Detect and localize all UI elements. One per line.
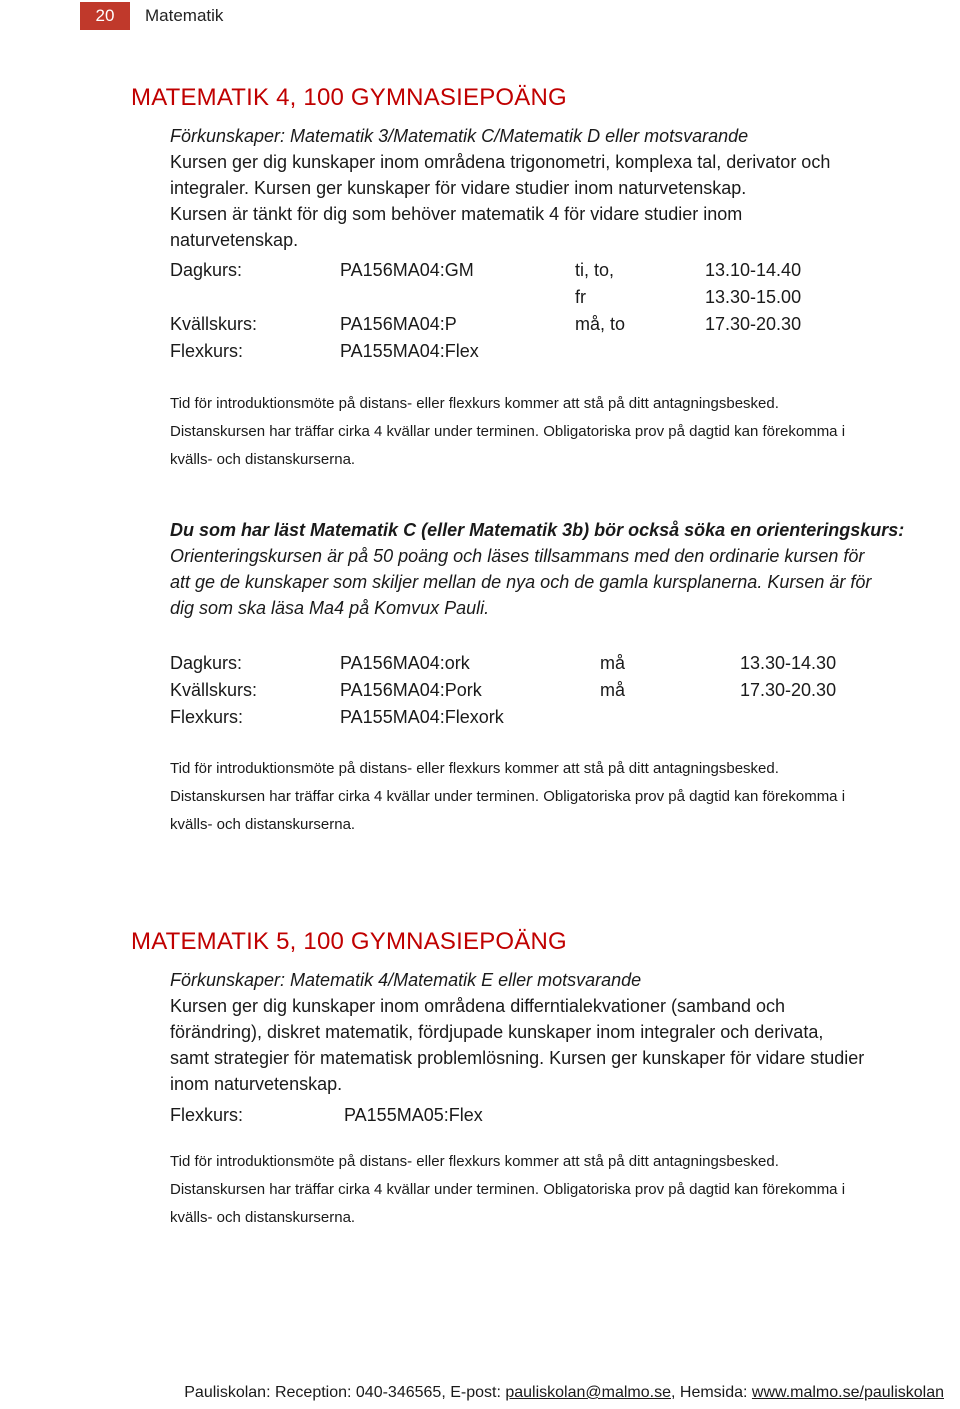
course-type: Dagkurs:: [170, 260, 243, 280]
ma5-note: [170, 1148, 845, 1232]
schedule-row: [170, 704, 910, 731]
course-code: PA156MA04:ork: [340, 653, 470, 673]
course-days: må: [600, 680, 626, 700]
note-line: Tid för introduktionsmöte på distans- eller flexkurs kommer att stå på ditt antagningsbesked.: [170, 760, 779, 777]
course-code: PA156MA04:P: [340, 314, 457, 334]
note-line: kvälls- och distanskurserna.: [170, 451, 356, 468]
ma4-line: Kursen är tänkt för dig som behöver matematik 4 för vidare studier inom: [170, 204, 743, 224]
note-line: Tid för introduktionsmöte på distans- eller flexkurs kommer att stå på ditt antagningsbesked.: [170, 395, 779, 412]
ma4-line: naturvetenskap.: [170, 230, 299, 250]
course-days: fr: [575, 287, 586, 307]
orientation-section: [170, 517, 904, 621]
ma4-description: [170, 123, 830, 253]
ma4-prerequisite: Förkunskaper: Matematik 3/Matematik C/Matematik D eller motsvarande: [170, 126, 749, 146]
page-header: [0, 0, 960, 32]
course-days: må, to: [575, 314, 626, 334]
course-type: Kvällskurs:: [170, 680, 258, 700]
footer-contact: Pauliskolan: Reception: 040-346565, E-post:: [184, 1384, 506, 1401]
course-time: 17.30-20.30: [705, 314, 802, 334]
course-days: må: [600, 653, 626, 673]
page-number: 20: [80, 2, 130, 30]
course-type: Flexkurs:: [170, 1105, 244, 1125]
orientation-note: [170, 755, 845, 839]
ma4-line: integraler. Kursen ger kunskaper för vidare studier inom naturvetenskap.: [170, 178, 747, 198]
email-link[interactable]: pauliskolan@malmo.se: [505, 1384, 671, 1401]
schedule-row: [170, 650, 910, 677]
ma5-description: [170, 967, 864, 1097]
orientation-line: att ge de kunskaper som skiljer mellan de nya och de gamla kursplanerna. Kursen är för: [170, 572, 872, 592]
schedule-row: [170, 284, 870, 311]
course-time: 17.30-20.30: [740, 680, 837, 700]
website-link[interactable]: www.malmo.se/pauliskolan: [751, 1384, 944, 1401]
course-code: PA155MA04:Flex: [340, 341, 479, 361]
orientation-line: dig som ska läsa Ma4 på Komvux Pauli.: [170, 598, 490, 618]
footer-separator: , Hemsida:: [671, 1384, 752, 1401]
section-title-ma4: MATEMATIK 4, 100 GYMNASIEPOÄNG: [131, 84, 567, 111]
schedule-row: [170, 257, 870, 284]
orientation-line: Orienteringskursen är på 50 poäng och läses tillsammans med den ordinarie kursen för: [170, 546, 865, 566]
orientation-schedule: [170, 650, 910, 731]
ma5-prerequisite: Förkunskaper: Matematik 4/Matematik E eller motsvarande: [170, 970, 642, 990]
schedule-row: [170, 677, 910, 704]
ma4-line: Kursen ger dig kunskaper inom områdena trigonometri, komplexa tal, derivator och: [170, 152, 831, 172]
note-line: Distanskursen har träffar cirka 4 kvällar under terminen. Obligatoriska prov på dagtid kan förekomma i: [170, 788, 846, 805]
schedule-row: [170, 311, 870, 338]
course-type: Kvällskurs:: [170, 314, 258, 334]
note-line: kvälls- och distanskurserna.: [170, 1209, 356, 1226]
page-footer: [0, 1384, 944, 1402]
course-code: PA155MA05:Flex: [344, 1105, 483, 1125]
note-line: kvälls- och distanskurserna.: [170, 816, 356, 833]
course-time: 13.10-14.40: [705, 260, 802, 280]
note-line: Distanskursen har träffar cirka 4 kvällar under terminen. Obligatoriska prov på dagtid kan förekomma i: [170, 423, 846, 440]
section-title-ma5: MATEMATIK 5, 100 GYMNASIEPOÄNG: [131, 928, 567, 955]
course-code: PA155MA04:Flexork: [340, 707, 504, 727]
course-days: ti, to,: [575, 260, 615, 280]
course-code: PA156MA04:GM: [340, 260, 474, 280]
schedule-row: [170, 1102, 770, 1129]
note-line: Distanskursen har träffar cirka 4 kvällar under terminen. Obligatoriska prov på dagtid kan förekomma i: [170, 1181, 846, 1198]
note-line: Tid för introduktionsmöte på distans- eller flexkurs kommer att stå på ditt antagningsbesked.: [170, 1153, 779, 1170]
ma5-line: Kursen ger dig kunskaper inom områdena differntialekvationer (samband och: [170, 996, 786, 1016]
ma5-line: förändring), diskret matematik, fördjupade kunskaper inom integraler och derivata,: [170, 1022, 824, 1042]
course-type: Flexkurs:: [170, 341, 244, 361]
schedule-row: [170, 338, 870, 365]
course-code: PA156MA04:Pork: [340, 680, 482, 700]
course-time: 13.30-15.00: [705, 287, 802, 307]
ma4-schedule: [170, 257, 870, 365]
running-title: Matematik: [145, 6, 224, 25]
ma5-line: samt strategier för matematisk problemlösning. Kursen ger kunskaper för vidare studier: [170, 1048, 865, 1068]
course-type: Flexkurs:: [170, 707, 244, 727]
orientation-heading: Du som har läst Matematik C (eller Matematik 3b) bör också söka en orienteringskurs:: [170, 520, 905, 540]
ma5-schedule: [170, 1102, 770, 1129]
ma4-note: [170, 390, 845, 474]
course-time: 13.30-14.30: [740, 653, 837, 673]
ma5-line: inom naturvetenskap.: [170, 1074, 343, 1094]
course-type: Dagkurs:: [170, 653, 243, 673]
